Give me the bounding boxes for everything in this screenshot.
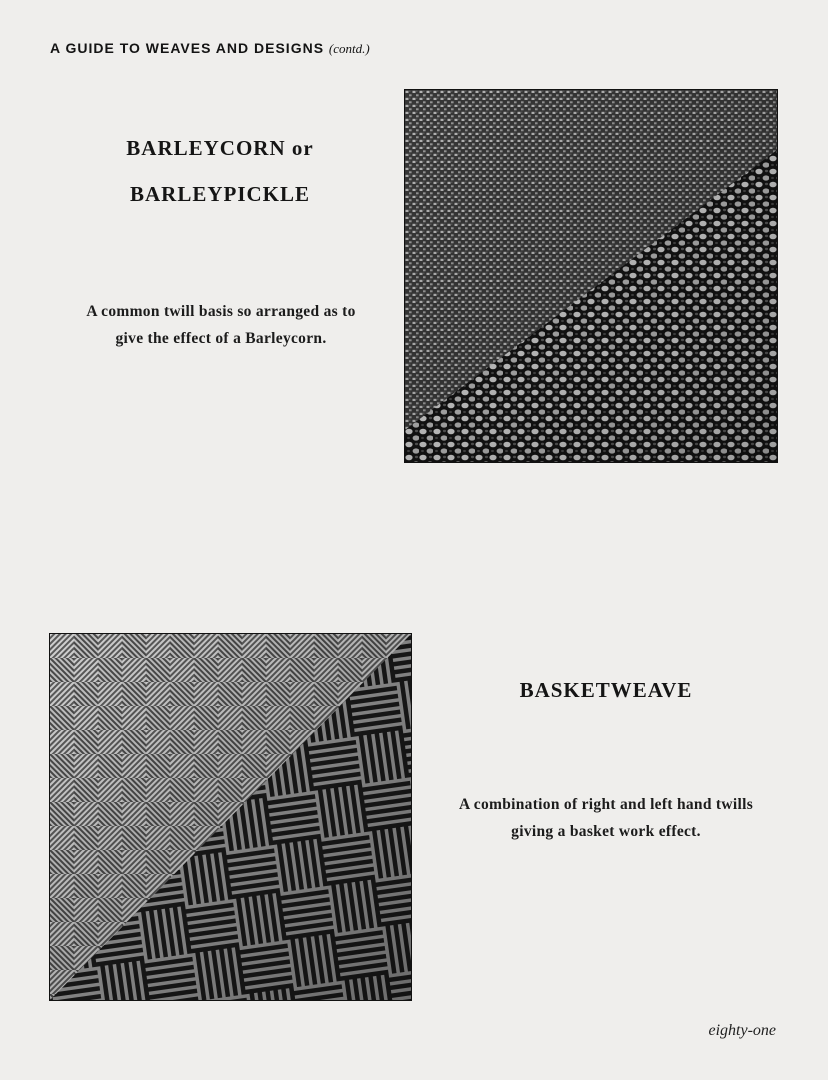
page-number: eighty-one: [708, 1022, 776, 1039]
basketweave-description-line2: giving a basket work effect.: [511, 823, 701, 840]
barleycorn-description-line1: A common twill basis so arranged as to: [86, 303, 356, 320]
basketweave-title: BASKETWEAVE: [519, 678, 693, 702]
basketweave-fabric-photo: [50, 634, 411, 1000]
barleycorn-title-line2: BARLEYPICKLE: [129, 182, 311, 206]
barleycorn-title-line1: BARLEYCORN or: [126, 136, 314, 160]
running-head: [50, 40, 370, 57]
basketweave-description: [424, 791, 788, 845]
basketweave-description-line1: A combination of right and left hand twills: [458, 796, 754, 813]
barleycorn-fabric-image: [405, 90, 777, 462]
basketweave-fabric-image: [50, 634, 411, 1000]
barleycorn-description-line2: give the effect of a Barleycorn.: [115, 330, 327, 347]
running-title: A GUIDE TO WEAVES AND DESIGNS: [50, 40, 325, 56]
barleycorn-fabric-photo: [405, 90, 777, 462]
running-title-contd: (contd.): [328, 41, 370, 56]
barleycorn-description: [40, 298, 402, 352]
